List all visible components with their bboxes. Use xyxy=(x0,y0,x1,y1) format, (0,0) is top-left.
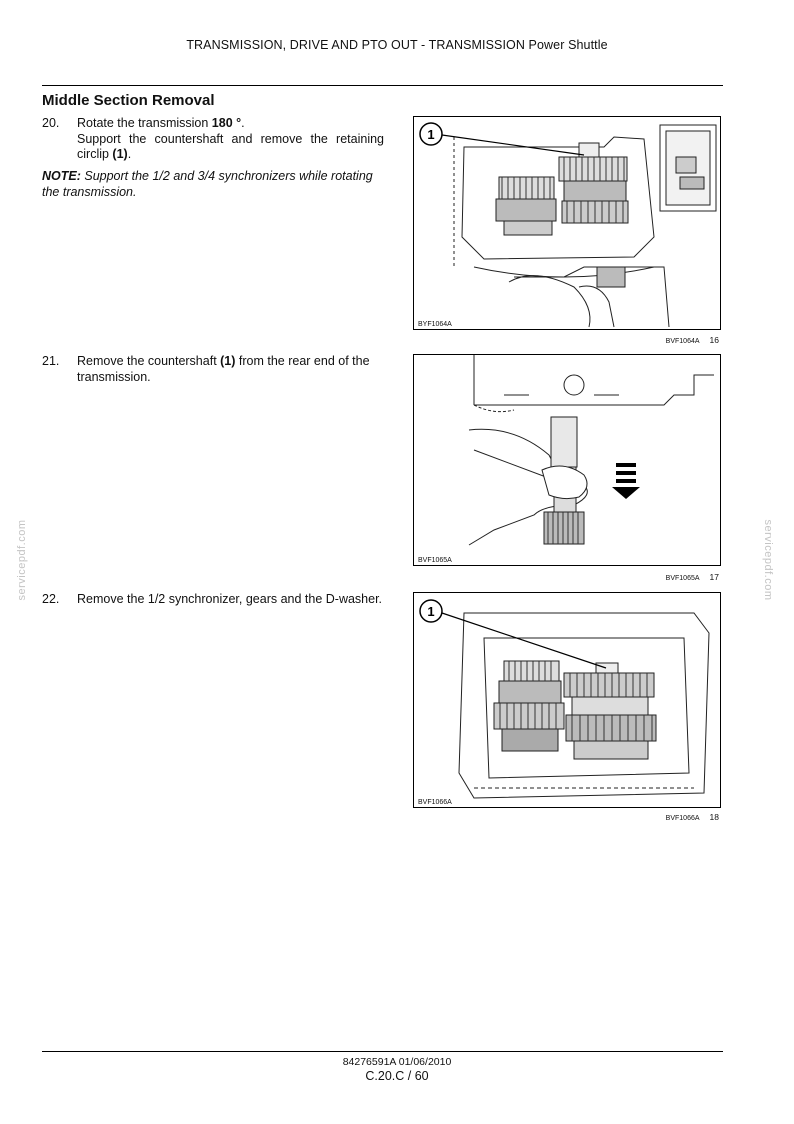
footer-divider xyxy=(42,1051,723,1052)
step-text: from the rear end of the transmission. xyxy=(77,354,370,384)
step-callout-ref: (1) xyxy=(112,147,128,161)
caption-code: BVF1064A xyxy=(665,338,700,345)
figure-number: 18 xyxy=(709,812,719,822)
figure-16-illustration xyxy=(414,117,720,329)
step-text-body xyxy=(77,354,384,385)
step-text: Rotate the transmission xyxy=(77,116,212,130)
figure-18 xyxy=(413,592,721,808)
step-text: Support the countershaft and remove the retaining circlip xyxy=(77,131,384,161)
figure-number: 16 xyxy=(709,335,719,345)
callout-number: 1 xyxy=(427,127,435,142)
figure-18-caption xyxy=(413,812,719,822)
step-text-line1 xyxy=(77,116,384,132)
step-22 xyxy=(42,592,384,608)
watermark-right: servicepdf.com xyxy=(762,519,774,601)
figure-code: BVF1065A xyxy=(418,557,452,564)
step-punct: . xyxy=(241,116,245,130)
note xyxy=(42,169,384,200)
figure-17-illustration xyxy=(414,355,720,565)
figure-18-illustration xyxy=(414,593,720,807)
step-20 xyxy=(42,116,384,163)
figure-code: BYF1064A xyxy=(418,321,452,328)
page-header-title: TRANSMISSION, DRIVE AND PTO OUT - TRANSMISSION Power Shuttle xyxy=(186,38,608,52)
figure-16 xyxy=(413,116,721,330)
step-text-line2 xyxy=(77,132,384,163)
figure-number: 17 xyxy=(709,572,719,582)
header-divider xyxy=(42,85,723,86)
figure-16-caption xyxy=(413,335,719,345)
step-punct: . xyxy=(127,147,132,161)
step-21 xyxy=(42,354,384,385)
section-title: Middle Section Removal xyxy=(42,92,215,109)
figure-code: BVF1066A xyxy=(418,799,452,806)
figure-17-caption xyxy=(413,572,719,582)
watermark-left: servicepdf.com xyxy=(16,519,28,601)
step-number: 21. xyxy=(42,354,60,368)
callout-number: 1 xyxy=(427,604,435,619)
note-text: Support the 1/2 and 3/4 synchronizers while rotating the transmission. xyxy=(42,169,373,199)
footer-document-code: 84276591A 01/06/2010 xyxy=(342,1056,452,1068)
caption-code: BVF1065A xyxy=(665,575,700,582)
footer-page-number: C.20.C / 60 xyxy=(365,1069,429,1083)
note-label: NOTE: xyxy=(42,169,81,183)
step-text: Remove the countershaft xyxy=(77,354,221,368)
step-text-body: Remove the 1/2 synchronizer, gears and the D-washer. xyxy=(77,592,383,606)
step-number: 22. xyxy=(42,592,60,606)
step-callout-ref: (1) xyxy=(220,354,236,368)
step-number: 20. xyxy=(42,116,60,130)
figure-17 xyxy=(413,354,721,566)
caption-code: BVF1066A xyxy=(665,815,700,822)
step-angle: 180 ° xyxy=(211,116,242,130)
